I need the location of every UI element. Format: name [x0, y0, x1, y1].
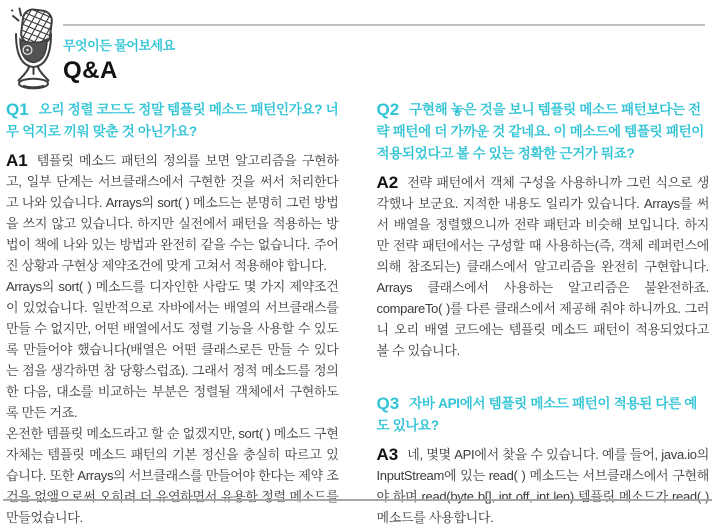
qa-column-left — [6, 99, 339, 525]
answer-paragraph — [377, 172, 710, 361]
question-block-q1 — [6, 99, 339, 143]
answer-paragraph — [6, 150, 339, 276]
page-title: Q&A — [63, 57, 118, 84]
answer-block-a2 — [377, 172, 710, 361]
tagline: 무엇이든 물어보세요 — [63, 38, 175, 53]
qa-column-right — [376, 99, 710, 525]
qa-content — [6, 99, 709, 525]
answer-label-a1: A1 — [6, 151, 28, 170]
header — [63, 24, 705, 85]
question-label-q2: Q2 — [376, 100, 400, 119]
answer-paragraph — [377, 444, 710, 528]
answer-label-a2: A2 — [376, 173, 399, 192]
question-text-q1: 오리 정렬 코드도 정말 템플릿 메소드 패턴인가요? 너무 억지로 끼워 맞춘 것 아닌가요? — [6, 102, 339, 139]
answer-paragraph: Arrays의 sort( ) 메소드를 디자인한 사람도 몇 가지 제약조건이 있었습니다. 일반적으로 자바에서는 배열의 서브클래스를 만들 수 없지만, 어떤 배열에서도 정렬 기능을 사용할 수 있도록 만들어야 했습니다(배열은 어떤 클래스로든 만들 수 있다는 점을 생각하면 참 당황스럽죠). 그래서 정적 메소드를 정의한 다음, 대소를 비교하는 부분은 정렬될 객체에서 구현하도록 만든 거죠. — [6, 279, 339, 420]
answer-text-a1-p1: 템플릿 메소드 패턴의 정의를 보면 알고리즘을 구현하고, 일부 단계는 서브클래스에서 구현한 것을 써서 처리한다고 나와 있습니다. Arrays의 sort( ) 메소드는 분명히 그런 방법을 쓰지 않고 있습니다. 하지만 실전에서 패턴을 적용하는 방법이 책에 나와 있는 방법과 완전히 같을 수는 없습니다. 주어진 상황과 구현상 제약조건에 맞게 고쳐서 적용해야 합니다. — [6, 153, 339, 273]
header-divider — [63, 24, 705, 26]
answer-block-a1 — [6, 150, 339, 528]
microphone-icon — [6, 3, 62, 93]
answer-text-a2-p1: 전략 패턴에서 객체 구성을 사용하니까 그런 식으로 생각했나 보군요. 지적한 내용도 일리가 있습니다. Arrays를 써서 배열을 정렬했으니까 전략 패턴과 비슷해 보입니다. 하지만 전략 패턴에서는 구성할 때 사용하는(즉, 객체 레퍼런스에 의해 참조되는) 클래스에서 알고리즘을 완전히 구현합니다. Arrays 클래스에서 사용하는 알고리즘은 불완전하죠. compareTo( )를 다른 클래스에서 제공해 줘야 하니까요. 그러니 오리 배열 코드에는 템플릿 메소드 패턴이 적용되었다고 볼 수 있습니다. — [376, 175, 709, 358]
answer-block-a3 — [377, 444, 710, 528]
question-block-q2 — [377, 99, 710, 165]
question-label-q1: Q1 — [6, 100, 29, 119]
question-text-q2: 구현해 놓은 것을 보니 템플릿 메소드 패턴보다는 전략 패턴에 더 가까운 것 같네요. 이 메소드에 템플릿 패턴이 적용되었다고 볼 수 있는 정확한 근거가 뭐죠? — [376, 102, 705, 161]
answer-text-a3-p1: 네, 몇몇 API에서 찾을 수 있습니다. 예를 들어, java.io의 InputStream에 있는 read( ) 메소드는 서브클래스에서 구현해야 하며 read(byte b[], int off, int len) 템플릿 메소드가 read( ) 메소드를 사용합니다. — [376, 447, 709, 525]
question-block-q3 — [377, 393, 710, 437]
answer-label-a3: A3 — [376, 445, 399, 464]
answer-paragraph: 온전한 템플릿 메소드라고 할 순 없겠지만, sort( ) 메소드 구현 자체는 템플릿 메소드 패턴의 기본 정신을 충실히 따르고 있습니다. 또한 Arrays의 서브클래스를 만들어야 한다는 제약 조건을 없앰으로써 오히려 더 유연하면서 유용한 정렬 메소드를 만들었습니다. — [6, 426, 339, 525]
question-label-q3: Q3 — [376, 394, 400, 413]
question-text-q3: 자바 API에서 템플릿 메소드 패턴이 적용된 다른 예도 있나요? — [376, 396, 698, 433]
bottom-divider — [3, 499, 712, 501]
